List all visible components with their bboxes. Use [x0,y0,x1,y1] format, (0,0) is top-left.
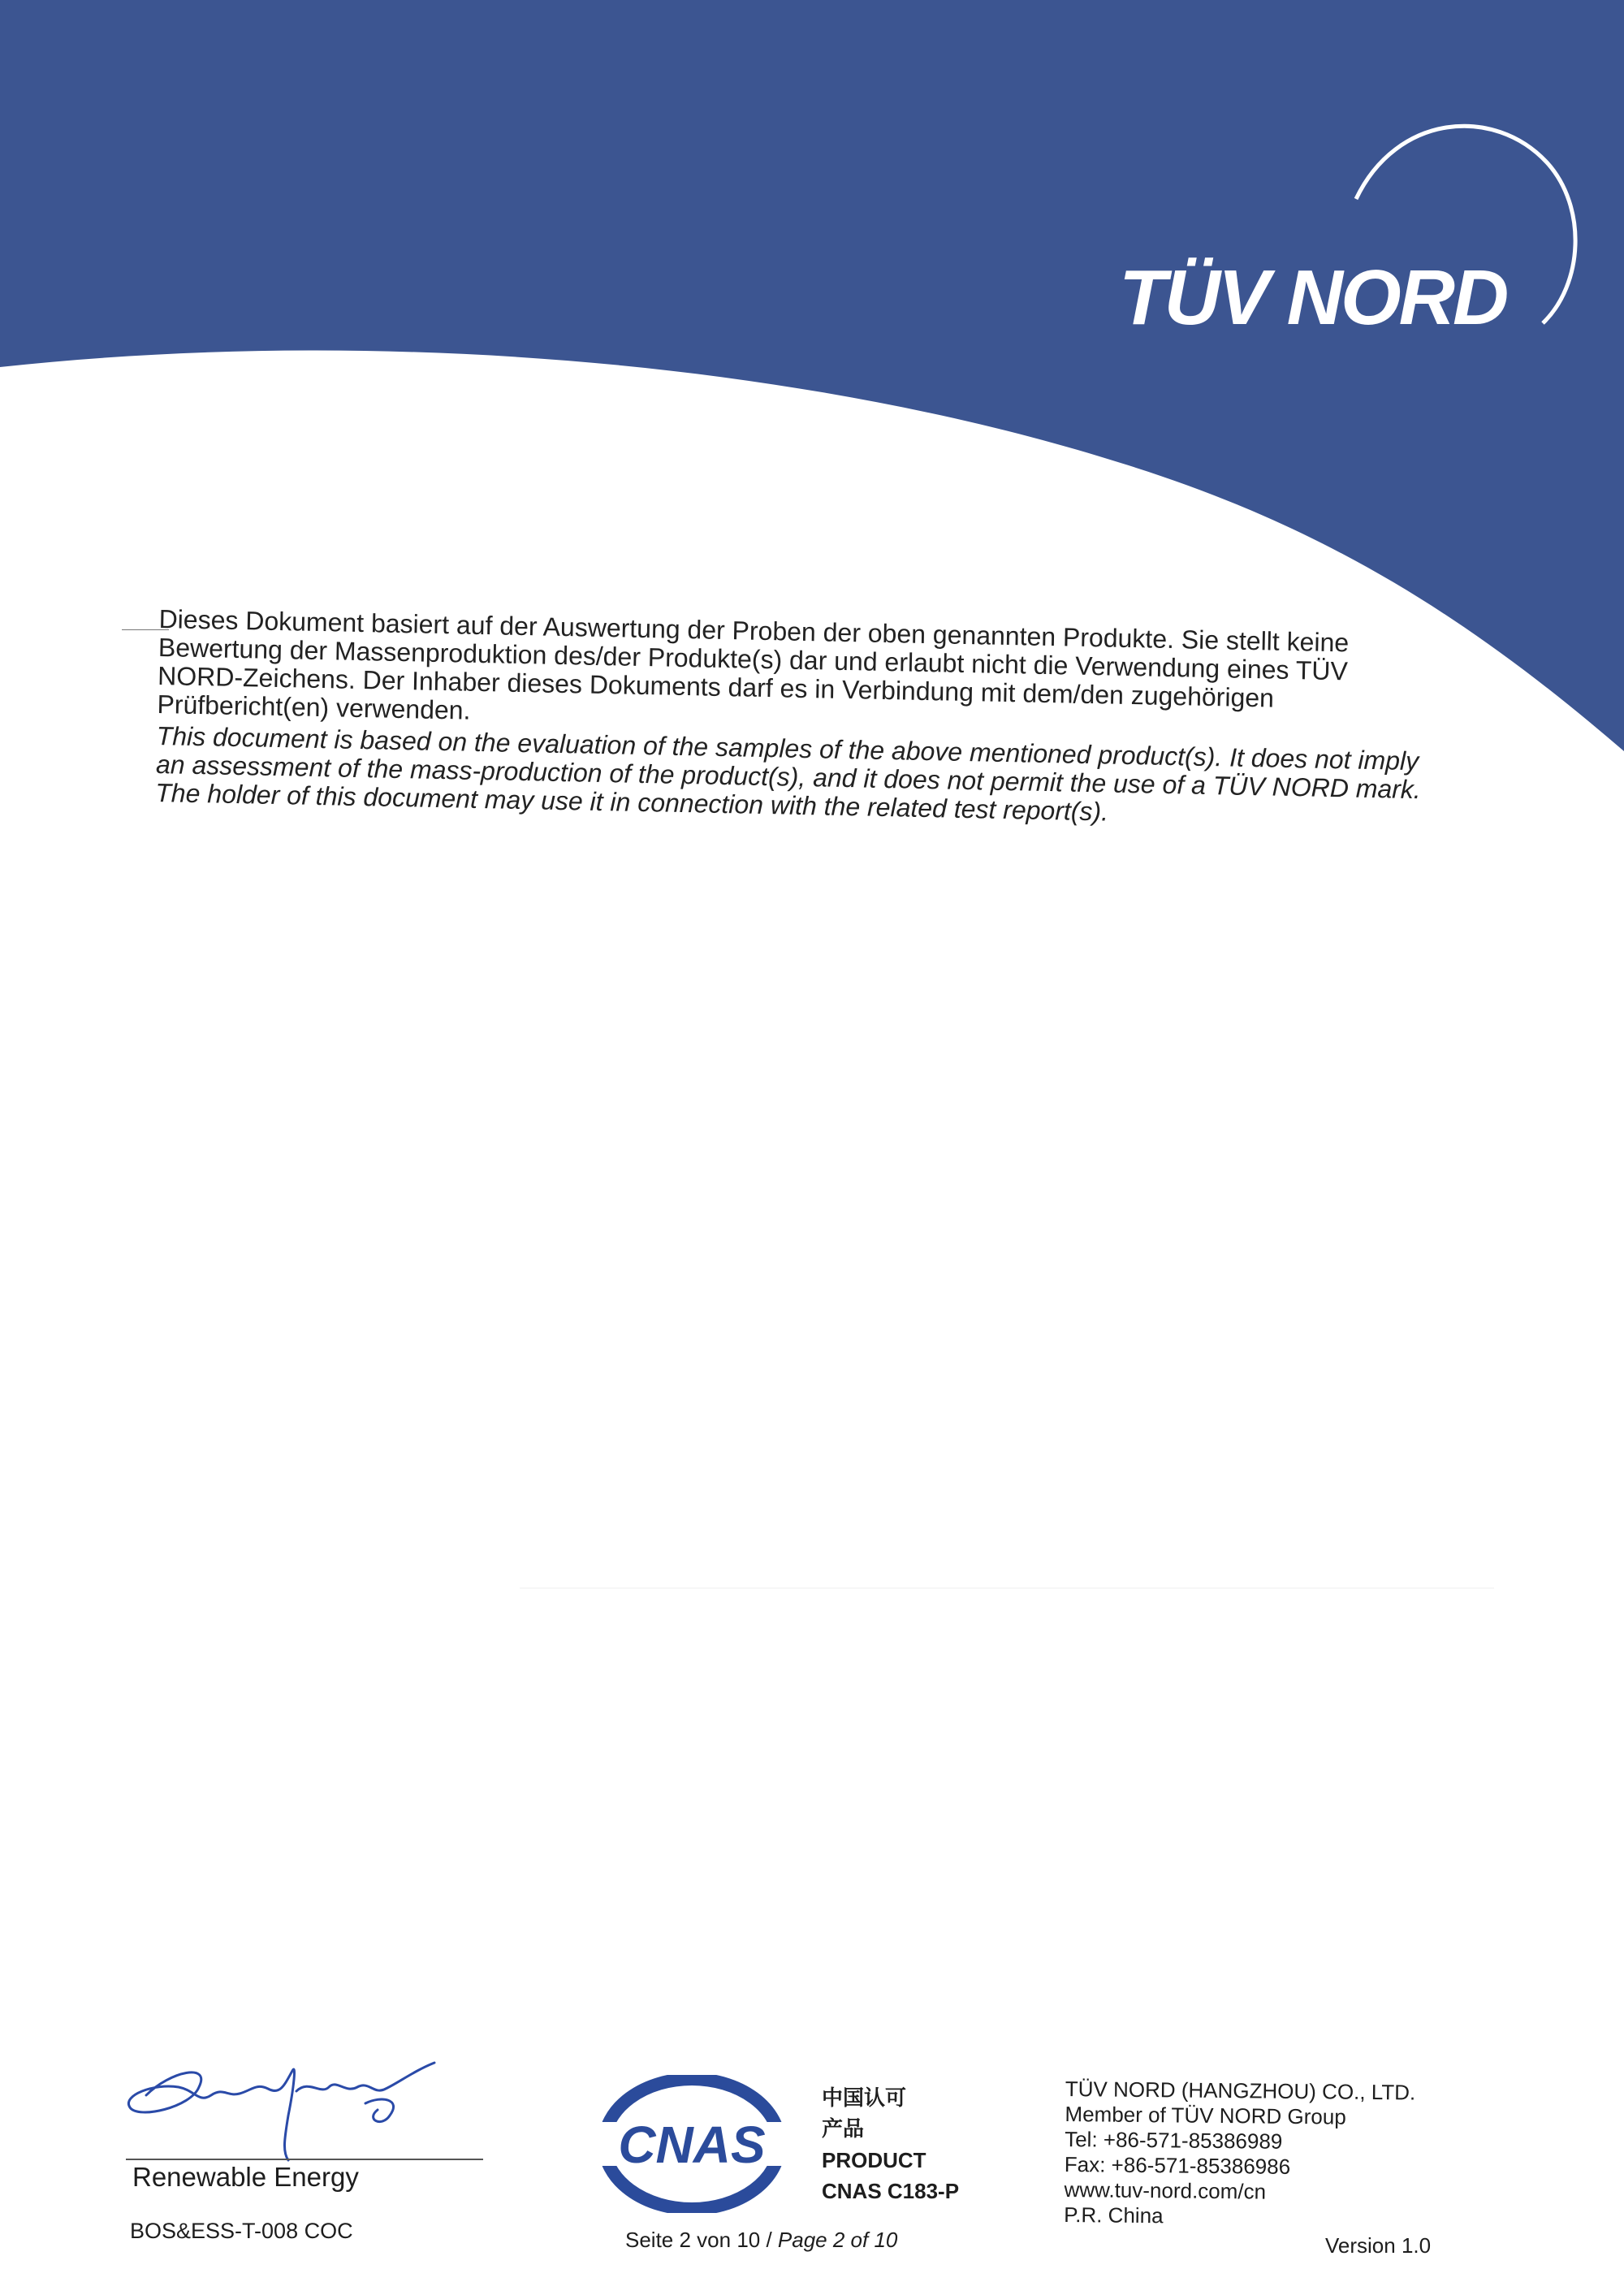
disclaimer-german: Dieses Dokument basiert auf der Auswertung der Proben der oben genannten Produkte. Sie stellt keine Bewertung der Massenproduktion des/der Produkte(s) dar und erlaubt nicht die Verwendung eines TÜV NORD-Zeichens. Der Inhaber dieses Dokuments darf es in Verbindung mit dem/den zugehörigen Prüfbericht(en) verwenden. [157,604,1350,725]
company-member: Member of TÜV NORD Group [1065,2101,1346,2129]
cnas-accreditation [822,2083,959,2206]
page-number [625,2228,897,2253]
company-info [1064,2077,1415,2232]
disclaimer [155,605,1426,832]
signature [122,2038,447,2168]
cnas-cn-line1: 中国认可 [822,2086,907,2111]
disclaimer-english: This document is based on the evaluation of the samples of the above mentioned product(s). It does not imply an assessment of the mass-production of the product(s), and it does not permit the use of a TÜV NORD mark. The holder of this document may use it in connection with the related test report(s). [155,720,1422,827]
company-name: TÜV NORD (HANGZHOU) CO., LTD. [1065,2077,1416,2105]
cnas-product: PRODUCT [822,2148,926,2172]
company-country: P.R. China [1064,2202,1164,2228]
page-number-en: Page 2 of 10 [777,2228,898,2252]
cnas-logo-text: CNAS [618,2116,766,2174]
cnas-cn-line2: 产品 [822,2117,865,2142]
company-tel: Tel: +86-571-85386989 [1065,2126,1283,2154]
cnas-logo [594,2075,789,2213]
signature-line [126,2159,483,2160]
document-code: BOS&ESS-T-008 COC [130,2219,353,2243]
company-web: www.tuv-nord.com/cn [1064,2176,1267,2204]
company-fax: Fax: +86-571-85386986 [1064,2151,1291,2179]
department: Renewable Energy [132,2162,359,2192]
tuv-nord-logo: TÜV NORD [1119,254,1507,341]
version: Version 1.0 [1325,2233,1432,2258]
page-number-de: Seite 2 von 10 / [625,2228,772,2252]
cnas-code: CNAS C183-P [822,2179,960,2203]
